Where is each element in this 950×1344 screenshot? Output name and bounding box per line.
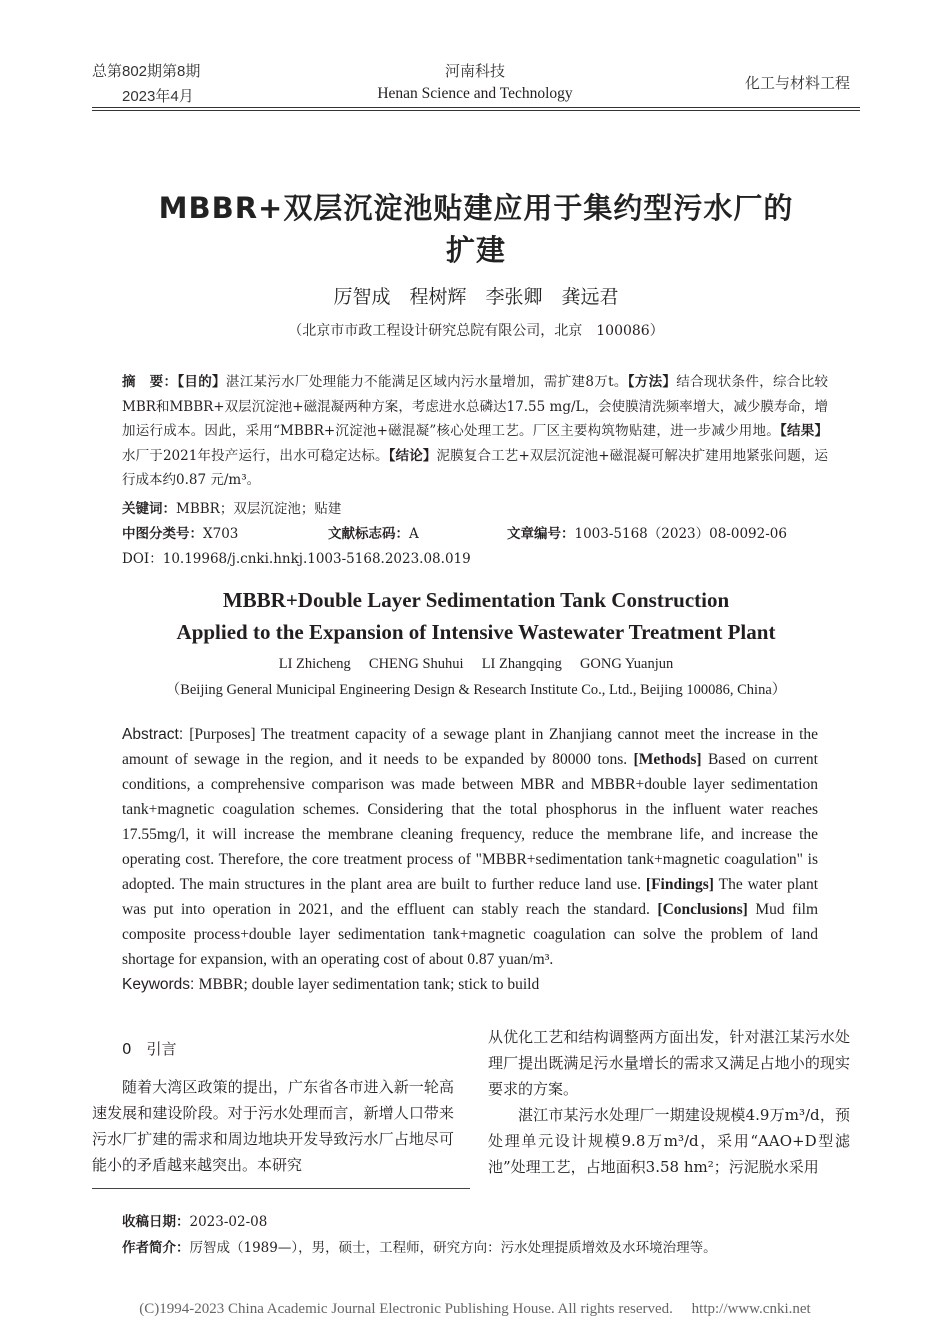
received-label: 收稿日期： [122, 1214, 190, 1230]
author-bio-label: 作者简介： [122, 1240, 190, 1256]
abstract-en-methods-label: [Methods] [633, 751, 702, 768]
author-bio-value: 厉智成（1989—），男，硕士，工程师，研究方向：污水处理提质增效及水环境治理等。 [189, 1240, 717, 1256]
keywords-cn-value: MBBR；双层沉淀池；贴建 [176, 501, 342, 517]
title-cn-line1: MBBR+双层沉淀池贴建应用于集约型污水厂的 [158, 191, 794, 225]
abstract-en-findings: The water plant was put into operation in 2021, and the effluent can stably reach the standard. [122, 876, 819, 918]
affiliation-cn: （北京市市政工程设计研究总院有限公司，北京 100086） [288, 323, 664, 339]
intro-paragraph-1-continued: 从优化工艺和结构调整两方面出发，针对湛江某污水处理厂提出既满足污水量增长的需求又满足占地小的现实要求的方案。 [488, 1028, 850, 1098]
abstract-en-label: Abstract: [122, 726, 190, 743]
abstract-en-methods: Based on current conditions, a comprehensive comparison was made between MBR and MBBR+double layer sedimentation tank+magnetic coagulation schemes. Considering that the total phosphorus in the influent water reaches 17.55mg/l, it will increase the membrane cleaning frequency, reduce the membrane life, and increase the operating cost. Therefore, the core treatment process of "MBBR+sedimentation tank+magnetic coagulation" is adopted. The main structures in the plant area are built to further reduce land use. [122, 751, 818, 893]
abstract-cn-methods-label: 【方法】 [627, 374, 677, 390]
copyright-notice: (C)1994-2023 China Academic Journal Electronic Publishing House. All rights reserved. http://www.cnki.net [139, 1301, 811, 1317]
abstract-en [122, 722, 818, 972]
keywords-cn-label: 关键词： [122, 501, 176, 517]
author-bio [122, 1236, 717, 1256]
title-cn-line2: 扩建 [445, 233, 506, 267]
keywords-en-label: Keywords: [122, 976, 199, 993]
abstract-cn-conclusions: 泥膜复合工艺+双层沉淀池+磁混凝可解决扩建用地紧张问题，运行成本约0.87 元/m³。 [122, 447, 829, 488]
article-no-label: 文章编号： [507, 526, 575, 542]
abstract-cn-findings-label: 【结果】 [780, 423, 828, 439]
abstract-en-conclusions: Mud film composite process+double layer sedimentation tank+magnetic coagulation can solve the problem of land shortage for expansion, with an operating cost of about 0.87 yuan/m³. [122, 901, 818, 968]
abstract-en-conclusions-label: [Conclusions] [657, 901, 748, 918]
title-en-line1: MBBR+Double Layer Sedimentation Tank Construction [222, 588, 730, 612]
doc-code-label: 文献标志码： [328, 526, 409, 542]
section-label: 化工与材料工程 [744, 75, 850, 92]
clc-label: 中图分类号： [122, 526, 203, 542]
article-number [507, 522, 787, 542]
header-rule-2 [92, 110, 860, 111]
keywords-cn [122, 497, 341, 517]
article-no-value: 1003-5168（2023）08-0092-06 [574, 526, 787, 542]
keywords-en-value: MBBR; double layer sedimentation tank; stick to build [198, 976, 540, 993]
abstract-cn-findings: 水厂于2021年投产运行，出水可稳定达标。 [122, 447, 389, 464]
abstract-cn-purposes: 湛江某污水厂处理能力不能满足区域内污水量增加，需扩建8万t。 [225, 374, 628, 390]
journal-name-en: Henan Science and Technology [377, 85, 573, 102]
intro-paragraph-2: 湛江市某污水处理厂一期建设规模4.9万m³/d，预处理单元设计规模9.8万m³/d，采用“AAO+D型滤池”处理工艺，占地面积3.58 hm²；污泥脱水采用 [488, 1106, 850, 1176]
keywords-en [122, 972, 818, 997]
clc-number [122, 522, 238, 542]
affiliation-en: （Beijing General Municipal Engineering Design & Research Institute Co., Ltd., Beijing 100086, China） [165, 682, 787, 698]
abstract-cn-label: 摘 要： [122, 374, 178, 390]
issue-date: 2023年4月 [122, 88, 194, 105]
authors-en: LI Zhicheng CHENG Shuhui LI Zhangqing GONG Yuanjun [278, 656, 674, 672]
abstract-cn-methods: 结合现状条件，综合比较MBR和MBBR+双层沉淀池+磁混凝两种方案，考虑进水总磷达17.55 mg/L，会使膜清洗频率增大，减少膜寿命，增加运行成本。因此，采用“MBBR+沉淀池+磁混凝”核心处理工艺。厂区主要构筑物贴建，进一步减少用地。 [122, 374, 829, 439]
abstract-cn-conclusions-label: 【结论】 [388, 447, 437, 464]
abstract-en-findings-label: [Findings] [645, 876, 714, 893]
footnote-rule [92, 1188, 470, 1189]
abstract-en-purposes-label: [Purposes] [189, 726, 256, 743]
abstract-cn [122, 370, 828, 493]
title-en-line2: Applied to the Expansion of Intensive Wastewater Treatment Plant [176, 620, 776, 644]
intro-paragraph-1: 随着大湾区政策的提出，广东省各市进入新一轮高速发展和建设阶段。对于污水处理而言，新增人口带来污水厂扩建的需求和周边地块开发导致污水厂占地尽可能小的矛盾越来越突出。本研究 [92, 1078, 454, 1174]
abstract-en-purposes: The treatment capacity of a sewage plant in Zhanjiang cannot meet the increase in the amount of sewage in the region, and it needs to be expanded by 80000 tons. [122, 726, 819, 768]
received-date [122, 1210, 267, 1230]
header-rule [92, 107, 860, 108]
abstract-cn-purposes-label: 【目的】 [177, 374, 226, 390]
journal-name-cn: 河南科技 [444, 63, 505, 80]
section-heading-intro: 0 引言 [122, 1040, 177, 1058]
document-code [328, 522, 419, 542]
doc-code-value: A [409, 526, 419, 542]
issue-total: 总第802期第8期 [92, 63, 201, 80]
doi: DOI：10.19968/j.cnki.hnkj.1003-5168.2023.08.019 [122, 551, 471, 567]
authors-cn: 厉智成 程树辉 李张卿 龚远君 [333, 286, 619, 308]
clc-value: X703 [203, 526, 239, 542]
received-value: 2023-02-08 [189, 1214, 268, 1230]
